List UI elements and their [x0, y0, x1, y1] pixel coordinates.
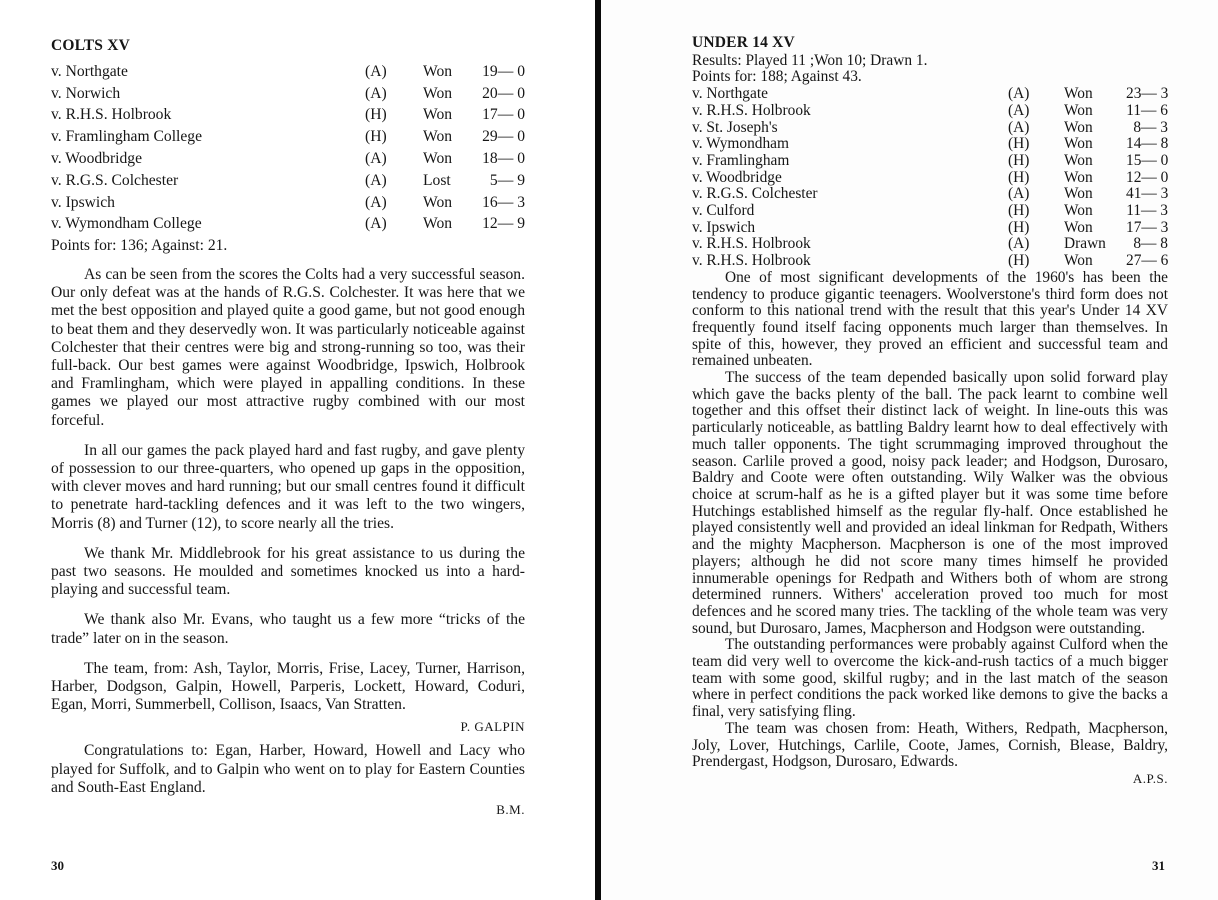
result: Won [1064, 185, 1093, 203]
venue: (A) [365, 215, 387, 233]
venue: (A) [365, 84, 387, 102]
fixture-row [51, 126, 525, 148]
report-paragraph: As can be seen from the scores the Colts had a very successful season. Our only defeat was at the hands of R.G.S. Colchester. It was here that we met the best opposition and played quite a good game, but not good enough to beat them and they deservedly won. It was particularly noticeable against Colchester that their centres were big and strong-running so too, was their full-back. Our best games were against Woodbridge, Ipswich, Holbrook and Framlingham, which were played in appalling conditions. In these games we played our most attractive rugby combined with our most forceful. [51, 265, 525, 429]
opponent: v. Woodbridge [692, 168, 782, 186]
opponent: v. Framlingham College [51, 128, 203, 146]
fixture-row [692, 103, 1168, 120]
fixture-row [51, 213, 525, 235]
report-paragraph: The outstanding performances were probably against Culford when the team did very well to overcome the kick-and-rush tactics of a much bigger team with some good, skilful rugby; and in the last match of the season where in perfect conditions the pack worked like demons to give the backs a final, very satisfying fling. [692, 636, 1168, 721]
result: Won [1064, 218, 1093, 236]
score: 11— 3 [1126, 202, 1168, 220]
points-summary: Points for: 136; Against: 21. [51, 237, 228, 255]
venue: (A) [1008, 235, 1030, 253]
score: 20— 0 [482, 84, 525, 102]
fixture-row [51, 192, 525, 214]
fixture-row [692, 186, 1168, 203]
result: Won [1064, 118, 1093, 136]
venue: (H) [1008, 168, 1030, 186]
opponent: v. R.H.S. Holbrook [692, 252, 811, 270]
colts-xv-section [51, 35, 525, 819]
result: Drawn [1064, 235, 1106, 253]
congratulations-paragraph: Congratulations to: Egan, Harber, Howard, Howell and Lacy who played for Suffolk, and to Galpin who went on to play for Eastern Counties and South-East England. [51, 742, 525, 796]
result: Won [1064, 85, 1093, 103]
result: Won [423, 62, 453, 80]
opponent: v. R.H.S. Holbrook [51, 106, 172, 124]
author-initials: A.P.S. [1132, 770, 1168, 786]
fixture-row [51, 83, 525, 105]
report-paragraph: We thank Mr. Middlebrook for his great assistance to us during the past two seasons. He moulded and sometimes knocked us into a hard-playing and successful team. [51, 544, 525, 599]
team-list-paragraph: The team was chosen from: Heath, Withers, Redpath, Macpherson, Joly, Lover, Hutchings, Carlile, Coote, James, Cornish, Blease, Baldry, Prendergast, Hodgson, Durosaro, Edwards. [692, 719, 1168, 771]
venue: (H) [365, 106, 387, 124]
score: 17— 3 [1126, 218, 1169, 236]
points-summary: Points for: 188; Against 43. [692, 68, 862, 86]
author-signature: P. GALPIN [460, 719, 525, 735]
fixture-row [51, 170, 525, 192]
score: 18— 0 [482, 149, 525, 167]
opponent: v. R.H.S. Holbrook [692, 101, 811, 119]
opponent: v. Northgate [692, 85, 768, 103]
score: 12— 9 [482, 215, 525, 233]
fixture-row [51, 148, 525, 170]
page-number: 30 [51, 858, 64, 873]
fixture-row [692, 136, 1168, 153]
fixture-row [692, 203, 1168, 220]
fixtures-table [692, 86, 1168, 270]
result: Won [423, 106, 453, 124]
opponent: v. Wymondham [692, 135, 789, 153]
venue: (A) [365, 171, 387, 189]
venue: (H) [1008, 252, 1030, 270]
results-summary: Results: Played 11 ;Won 10; Drawn 1. [692, 51, 928, 69]
score: 23— 3 [1126, 85, 1169, 103]
under-14-xv-section [692, 35, 1168, 788]
venue: (H) [1008, 151, 1030, 169]
score: 14— 8 [1126, 135, 1169, 153]
opponent: v. Woodbridge [51, 149, 142, 167]
fixtures-table [51, 61, 525, 235]
page-gutter-divider [595, 0, 601, 900]
section-heading: COLTS XV [51, 37, 130, 54]
venue: (H) [1008, 218, 1030, 236]
venue: (A) [1008, 185, 1030, 203]
score: 19— 0 [482, 62, 525, 80]
venue: (A) [365, 193, 387, 211]
fixture-row [692, 170, 1168, 187]
report-paragraph: We thank also Mr. Evans, who taught us a few more “tricks of the trade” later on in the season. [51, 611, 525, 647]
result: Won [1064, 252, 1093, 270]
section-heading: UNDER 14 XV [692, 34, 795, 51]
fixture-row [692, 236, 1168, 253]
opponent: v. Wymondham College [51, 215, 202, 233]
author-initials: B.M. [496, 802, 525, 818]
result: Won [423, 84, 453, 102]
score: 17— 0 [482, 106, 525, 124]
venue: (A) [365, 149, 387, 167]
result: Won [1064, 101, 1093, 119]
opponent: v. Northgate [51, 62, 128, 80]
score: 5— 9 [489, 171, 525, 189]
score: 8— 8 [1133, 235, 1168, 253]
report-paragraph: In all our games the pack played hard and fast rugby, and gave plenty of possession to our three-quarters, who opened up gaps in the opposition, with clever moves and hard running; but our small centres found it difficult to penetrate hard-tackling defences and it was left to the two wingers, Morris (8) and Turner (12), to score nearly all the tries. [51, 441, 525, 532]
opponent: v. St. Joseph's [692, 118, 778, 136]
venue: (H) [1008, 202, 1030, 220]
team-list-paragraph: The team, from: Ash, Taylor, Morris, Frise, Lacey, Turner, Harrison, Harber, Dodgson, Galpin, Howell, Parperis, Lockett, Howard, Coduri, Egan, Morri, Summerbell, Collison, Isaacs, Van Stratten. [51, 659, 525, 714]
result: Won [423, 215, 453, 233]
result: Won [1064, 202, 1093, 220]
opponent: v. R.H.S. Holbrook [692, 235, 811, 253]
result: Won [1064, 168, 1093, 186]
result: Won [423, 149, 453, 167]
fixture-row [692, 253, 1168, 270]
score: 29— 0 [482, 128, 525, 146]
fixture-row [51, 61, 525, 83]
fixture-row [692, 153, 1168, 170]
score: 16— 3 [482, 193, 525, 211]
venue: (A) [1008, 85, 1030, 103]
venue: (A) [1008, 118, 1030, 136]
result: Won [1064, 135, 1093, 153]
opponent: v. Norwich [51, 84, 121, 102]
result: Lost [423, 171, 451, 189]
opponent: v. R.G.S. Colchester [692, 185, 818, 203]
result: Won [1064, 151, 1093, 169]
score: 27— 6 [1126, 252, 1169, 270]
score: 8— 3 [1133, 118, 1168, 136]
score: 12— 0 [1126, 168, 1169, 186]
page-number: 31 [1152, 858, 1165, 873]
report-paragraph: The success of the team depended basically upon solid forward play which gave the backs plenty of the ball. The pack learnt to combine well together and this offset their distinct lack of weight. In line-outs this was particularly noticeable, as battling Baldry learnt how to deal effectively with much taller opponents. The tight scrummaging improved throughout the season. Carlile proved a good, noisy pack leader; and Hodgson, Durosaro, Baldry and Coote were often outstanding. Wily Walker was the obvious choice at scrum-half as he is a gifted player but it was some time before Hutchings established himself as the regular fly-half. Once established he played consistently well and provided an ideal linkman for Redpath, Withers and the mighty Macpherson. Macpherson is one of the most improved players; although he did not score many times himself he provided innumerable openings for Redpath and Withers both of whom are strong determined runners. Withers' acceleration proved too much for most defences and he scored many tries. The tackling of the whole team was very sound, but Durosaro, James, Macpherson and Hodgson were outstanding. [692, 369, 1168, 637]
score: 11— 6 [1126, 101, 1168, 119]
venue: (A) [1008, 101, 1030, 119]
opponent: v. Ipswich [51, 193, 115, 211]
venue: (H) [365, 128, 387, 146]
score: 15— 0 [1126, 151, 1169, 169]
fixture-row [51, 104, 525, 126]
fixture-row [692, 120, 1168, 137]
report-paragraph: One of most significant developments of the 1960's has been the tendency to produce gigantic teenagers. Woolverstone's third form does not conform to this national trend with the result that this year's Under 14 XV frequently found itself facing opponents much larger than themselves. In spite of this, however, they proved an efficient and successful team and remained unbeaten. [692, 268, 1168, 370]
opponent: v. Culford [692, 202, 755, 220]
fixture-row [692, 86, 1168, 103]
result: Won [423, 193, 453, 211]
result: Won [423, 128, 453, 146]
opponent: v. Ipswich [692, 218, 756, 236]
opponent: v. Framlingham [692, 151, 790, 169]
opponent: v. R.G.S. Colchester [51, 171, 179, 189]
score: 41— 3 [1126, 185, 1169, 203]
venue: (H) [1008, 135, 1030, 153]
venue: (A) [365, 62, 387, 80]
fixture-row [692, 220, 1168, 237]
